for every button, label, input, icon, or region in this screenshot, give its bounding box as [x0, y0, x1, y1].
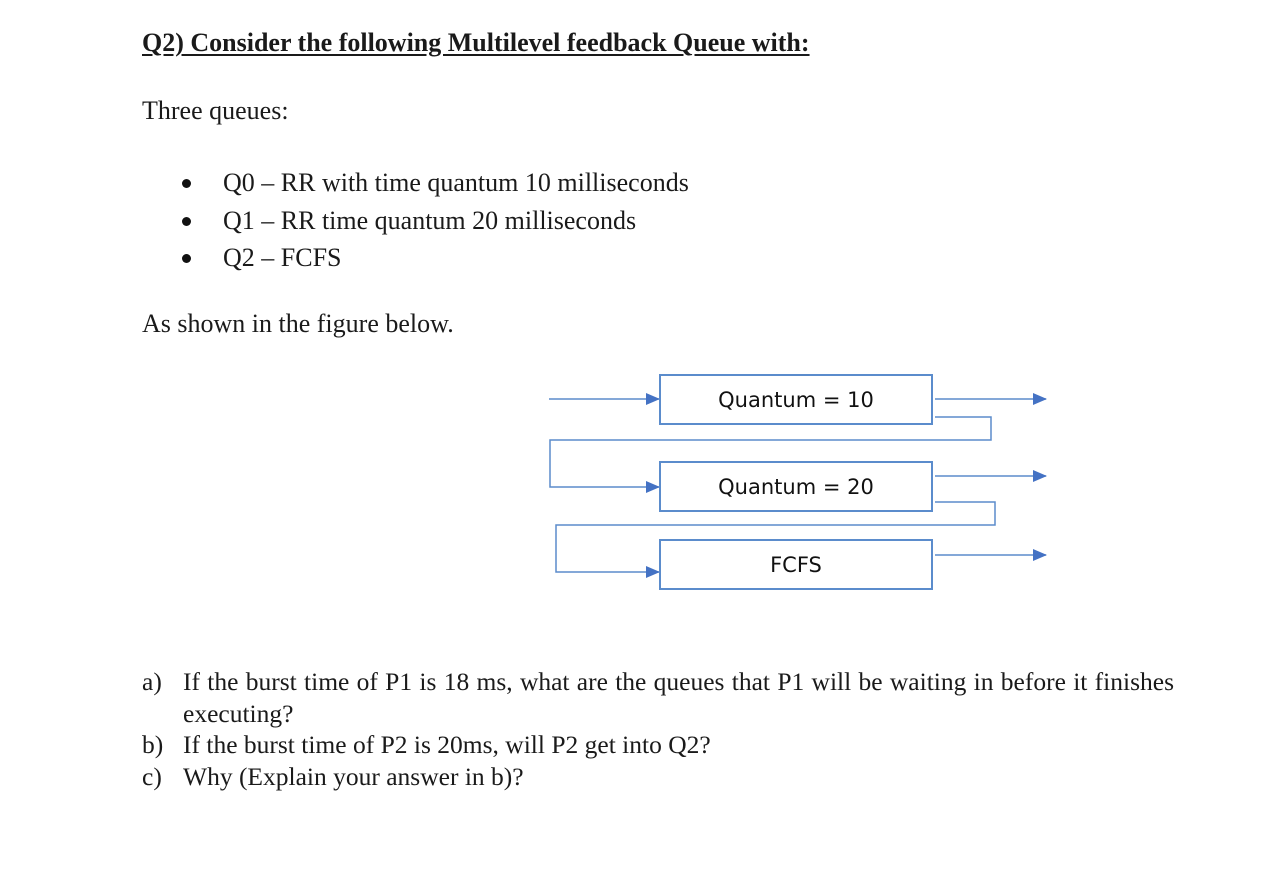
question-list [142, 666, 1174, 792]
question-marker: b) [142, 730, 164, 759]
queue-q1-text: Q1 – RR time quantum 20 milliseconds [223, 205, 637, 235]
question-marker: c) [142, 761, 162, 791]
queue-box-q1: Quantum = 20 [659, 461, 933, 512]
queue-list-item [182, 204, 689, 242]
question-b-text: If the burst time of P2 is 20ms, will P2 get into Q2? [183, 730, 711, 759]
queue-list-item [182, 166, 689, 204]
question-heading: Q2) Consider the following Multilevel feedback Queue with: [142, 28, 810, 57]
queue-box-q2: FCFS [659, 539, 933, 590]
question-item [142, 666, 1174, 729]
queue-list [182, 166, 689, 279]
bullet-icon [182, 217, 191, 226]
queue-q0-text: Q0 – RR with time quantum 10 milliseconds [223, 168, 689, 197]
intro-text: Three queues: [142, 96, 289, 125]
bullet-icon [182, 254, 191, 263]
queue-box-q0: Quantum = 10 [659, 374, 933, 425]
queue-list-item [182, 241, 689, 279]
figure-caption: As shown in the figure below. [142, 309, 454, 338]
question-a-text: If the burst time of P1 is 18 ms, what are the queues that P1 will be waiting in before it finishes executing? [183, 667, 1174, 728]
question-marker: a) [142, 667, 162, 696]
queue-q2-text: Q2 – FCFS [223, 243, 342, 272]
question-c-text: Why (Explain your answer in b)? [183, 761, 524, 791]
bullet-icon [182, 179, 191, 188]
question-item [142, 761, 1174, 793]
question-item [142, 729, 1174, 761]
